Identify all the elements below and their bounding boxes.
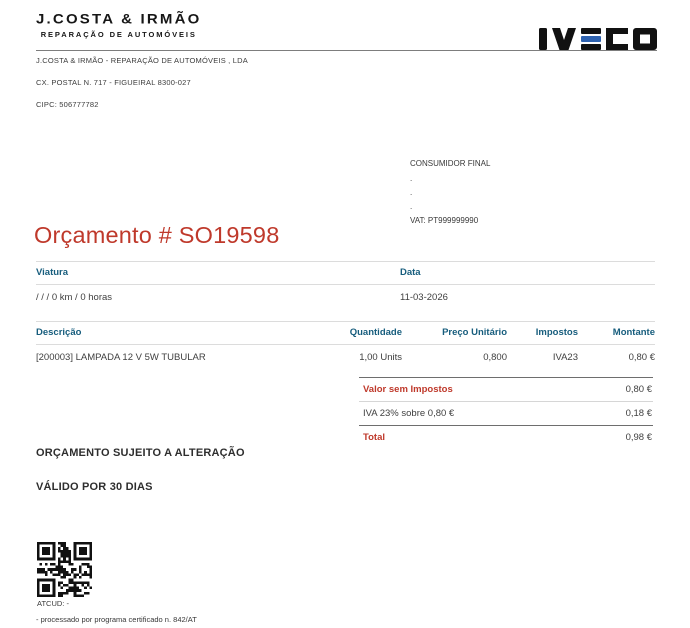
subtotal-value: 0,80 € [625,384,652,395]
table-row [36,345,655,370]
qr-code [37,542,92,597]
note-subject-to-change: ORÇAMENTO SUJEITO A ALTERAÇÃO [36,447,245,459]
customer-vat: VAT: PT999999990 [410,216,479,225]
column-header-description: Descrição [36,327,82,338]
vehicle-column-header: Viatura [36,267,69,278]
customer-address-dot: . [410,202,413,211]
tax-value: 0,18 € [625,408,652,419]
total-value: 0,98 € [625,432,652,443]
vehicle-value: / / / 0 km / 0 horas [36,292,113,303]
column-header-quantity: Quantidade [349,327,402,338]
company-logo-subtitle: REPARAÇÃO DE AUTOMÓVEIS [40,30,197,39]
column-header-taxes: Impostos [535,327,578,338]
column-header-amount: Montante [612,327,655,338]
customer-address-dot: . [410,174,413,183]
certification-text: - processado por programa certificado n. 842/AT [36,615,197,624]
customer-address-dot: . [410,188,413,197]
customer-name: CONSUMIDOR FINAL [410,159,491,168]
column-header-unit-price: Preço Unitário [442,327,507,338]
company-cipc-line: CIPC: 506777782 [36,100,99,109]
tax-row [359,402,653,425]
iveco-blue-bar [581,36,601,42]
company-name-line: J.COSTA & IRMÃO - REPARAÇÃO DE AUTOMÓVEIS , LDA [36,56,248,65]
total-row [359,426,653,449]
tax-label: IVA 23% sobre 0,80 € [363,408,455,419]
iveco-logo-graphic [539,28,657,50]
item-unit-price: 0,800 [483,352,507,363]
item-quantity: 1,00 Units [359,352,402,363]
vehicle-date-table [36,261,655,310]
item-amount: 0,80 € [628,352,655,363]
customer-block [410,159,490,230]
qr-code-graphic [37,542,92,597]
items-table [36,321,655,370]
company-logo [36,11,202,39]
atcud-label: ATCUD: - [37,599,69,608]
subtotal-row [359,378,653,401]
document-title: Orçamento # SO19598 [34,222,280,248]
header-divider [36,50,657,51]
company-address-line: CX. POSTAL N. 717 - FIGUEIRAL 8300-027 [36,78,191,87]
date-value: 11-03-2026 [400,292,448,303]
note-validity: VÁLIDO POR 30 DIAS [36,481,153,493]
item-tax: IVA23 [552,352,578,363]
totals-table [359,377,653,449]
subtotal-label: Valor sem Impostos [363,384,453,395]
company-logo-name: J.COSTA & IRMÃO [36,11,202,28]
items-table-header [36,321,655,345]
total-label: Total [363,432,385,443]
item-description: [200003] LAMPADA 12 V 5W TUBULAR [36,352,206,363]
date-column-header: Data [400,267,421,278]
